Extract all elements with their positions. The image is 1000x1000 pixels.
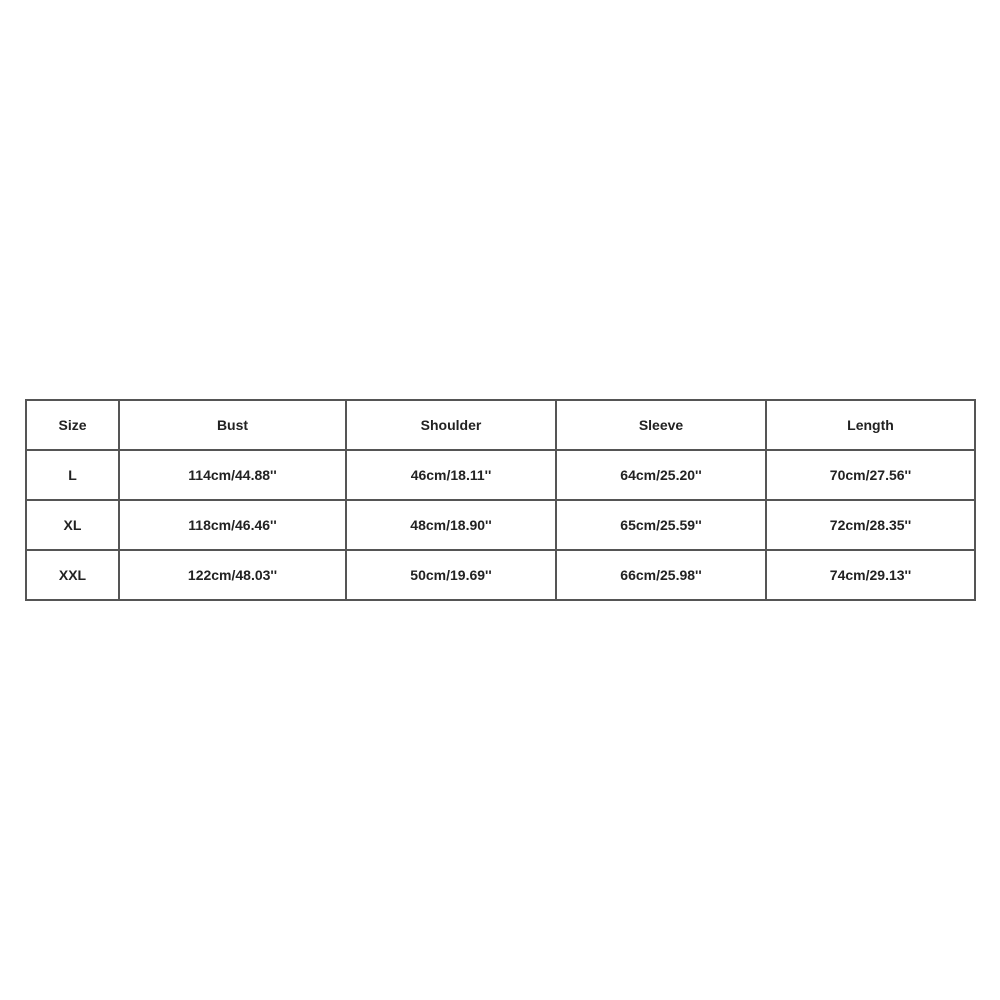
cell-length: 70cm/27.56'' [766,450,975,500]
cell-size: XXL [26,550,119,600]
header-cell-length: Length [766,400,975,450]
header-cell-shoulder: Shoulder [346,400,556,450]
cell-sleeve: 65cm/25.59'' [556,500,766,550]
cell-bust: 118cm/46.46'' [119,500,346,550]
cell-sleeve: 64cm/25.20'' [556,450,766,500]
cell-size: L [26,450,119,500]
header-cell-size: Size [26,400,119,450]
cell-length: 72cm/28.35'' [766,500,975,550]
cell-length: 74cm/29.13'' [766,550,975,600]
cell-shoulder: 50cm/19.69'' [346,550,556,600]
cell-sleeve: 66cm/25.98'' [556,550,766,600]
header-row [26,400,975,450]
header-cell-bust: Bust [119,400,346,450]
table-row [26,550,975,600]
table-row [26,450,975,500]
cell-bust: 122cm/48.03'' [119,550,346,600]
cell-bust: 114cm/44.88'' [119,450,346,500]
size-chart-table [25,399,976,601]
cell-shoulder: 48cm/18.90'' [346,500,556,550]
cell-shoulder: 46cm/18.11'' [346,450,556,500]
cell-size: XL [26,500,119,550]
header-cell-sleeve: Sleeve [556,400,766,450]
table-row [26,500,975,550]
